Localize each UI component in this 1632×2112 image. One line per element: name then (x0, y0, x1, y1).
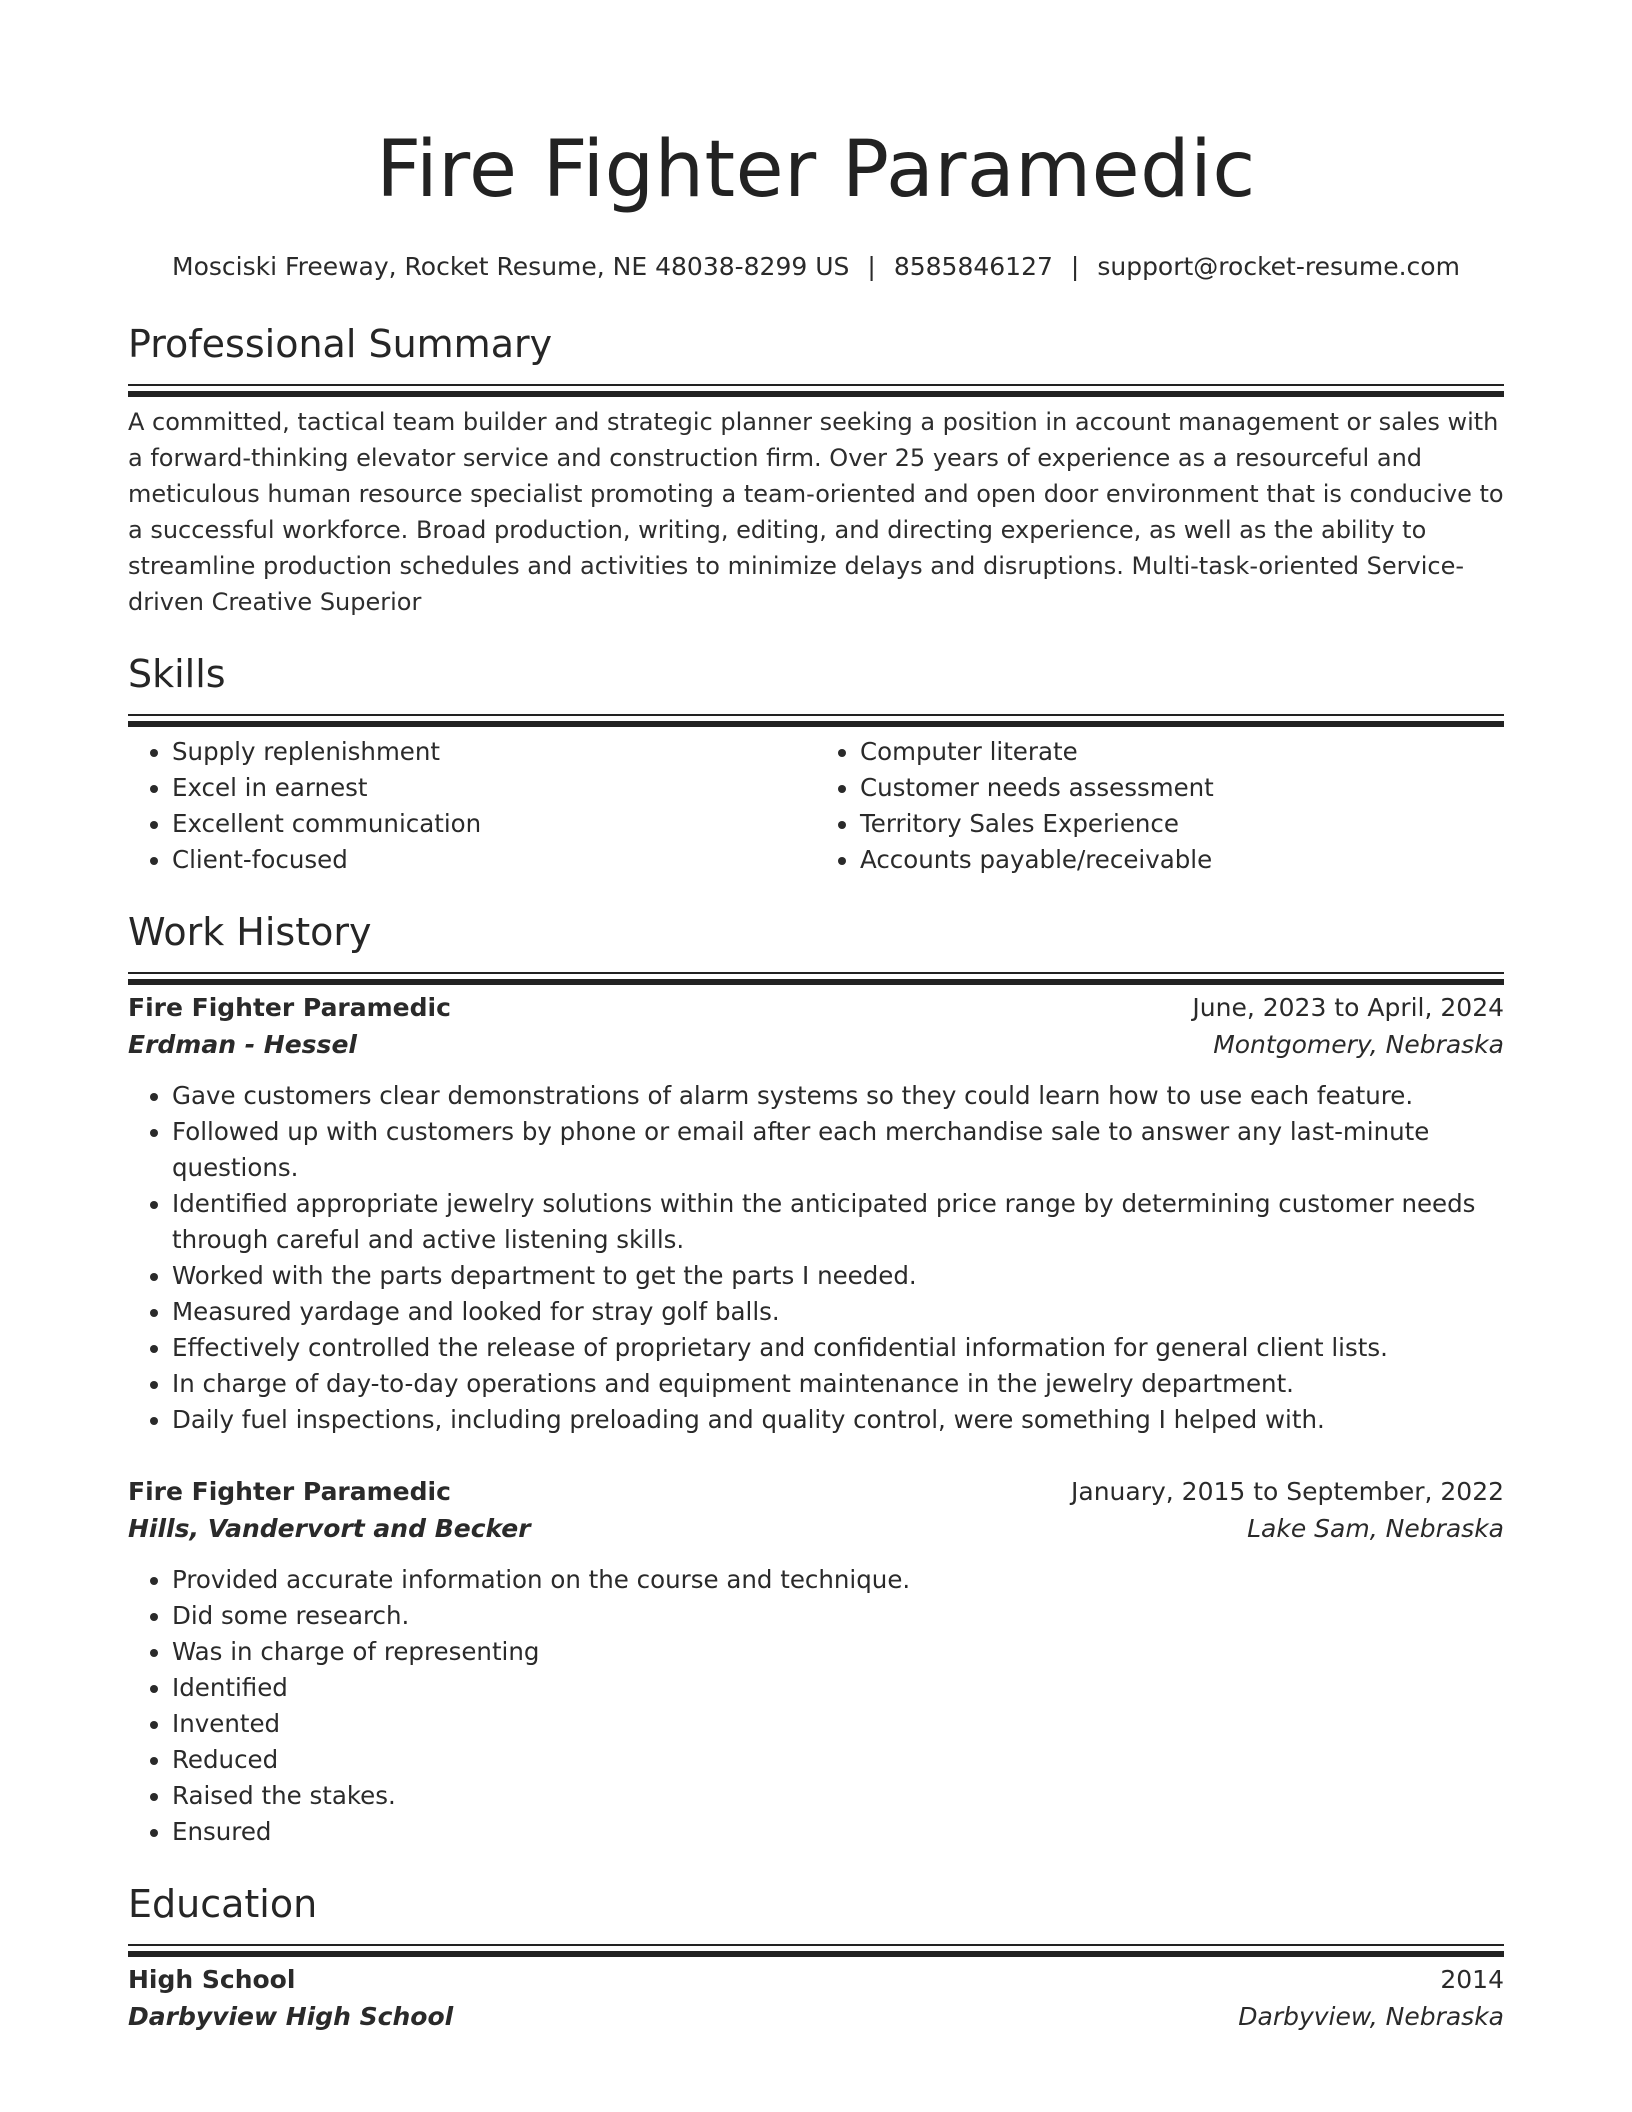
job-bullet: • Invented (172, 1706, 1504, 1742)
job-bullet: • Raised the stakes. (172, 1778, 1504, 1814)
education-section (128, 1878, 1504, 2036)
education-school: Darbyview High School (128, 2002, 454, 2031)
job-bullet: • Gave customers clear demonstrations of alarm systems so they could learn how to use each feature. (172, 1078, 1504, 1114)
job-bullet: • Worked with the parts department to get the parts I needed. (172, 1258, 1504, 1294)
candidate-name: Fire Fighter Paramedic (376, 125, 1256, 215)
job-location: Lake Sam, Nebraska (1247, 1514, 1504, 1543)
contact-address: Mosciski Freeway, Rocket Resume, NE 48038-8299 US (172, 252, 850, 281)
section-divider (128, 1944, 1504, 1946)
summary-text: A committed, tactical team builder and strategic planner seeking a position in account management or sales with a forward-thinking elevator service and construction firm. Over 25 years of experience as a resourceful and meticulous human resource specialist promoting a team-oriented and open door environment that is conducive to a successful workforce. Broad production, writing, editing, and directing experience, as well as the ability to streamline production schedules and activities to minimize delays and disruptions. Multi-task-oriented Service-driven Creative Superior (128, 408, 1504, 616)
job-bullet: • Followed up with customers by phone or email after each merchandise sale to answer any last-minute questions. (172, 1114, 1504, 1186)
skill-item: • Excel in earnest (172, 770, 816, 806)
section-title-work-history: Work History (128, 910, 372, 954)
skills-list-right (816, 734, 1504, 878)
job-bullet: • Did some research. (172, 1598, 1504, 1634)
section-title-summary: Professional Summary (128, 322, 553, 366)
job-bullets (128, 1562, 1504, 1850)
job-entry (128, 1474, 1504, 1850)
job-bullet: • Identified appropriate jewelry solutions within the anticipated price range by determining customer needs through careful and active listening skills. (172, 1186, 1504, 1258)
education-degree: High School (128, 1965, 296, 1994)
contact-separator: | (1070, 252, 1080, 281)
job-bullet: • Identified (172, 1670, 1504, 1706)
work-history-section (128, 906, 1504, 1850)
job-bullet: • In charge of day-to-day operations and equipment maintenance in the jewelry department. (172, 1366, 1504, 1402)
section-title-education: Education (128, 1882, 318, 1926)
summary-section (128, 318, 1504, 620)
skill-item: • Territory Sales Experience (860, 806, 1504, 842)
skill-item: • Supply replenishment (172, 734, 816, 770)
job-bullet: • Provided accurate information on the course and technique. (172, 1562, 1504, 1598)
skills-list-left (128, 734, 816, 878)
skill-item: • Client-focused (172, 842, 816, 878)
section-divider (128, 972, 1504, 974)
job-dates: January, 2015 to September, 2022 (1071, 1477, 1504, 1506)
job-bullet: • Ensured (172, 1814, 1504, 1850)
skill-item: • Computer literate (860, 734, 1504, 770)
job-title: Fire Fighter Paramedic (128, 1477, 451, 1506)
job-entry (128, 990, 1504, 1438)
job-bullet: • Daily fuel inspections, including preloading and quality control, were something I helped with. (172, 1402, 1504, 1438)
contact-email: support@rocket-resume.com (1097, 252, 1460, 281)
job-employer: Hills, Vandervort and Becker (128, 1514, 531, 1543)
job-employer: Erdman - Hessel (128, 1030, 357, 1059)
job-bullet: • Measured yardage and looked for stray golf balls. (172, 1294, 1504, 1330)
contact-separator: | (867, 252, 876, 281)
contact-line (128, 250, 1504, 284)
skills-columns (128, 734, 1504, 878)
job-bullet: • Reduced (172, 1742, 1504, 1778)
section-title-skills: Skills (128, 652, 226, 696)
education-year: 2014 (1440, 1965, 1504, 1994)
job-title: Fire Fighter Paramedic (128, 993, 451, 1022)
skill-item: • Excellent communication (172, 806, 816, 842)
section-divider (128, 384, 1504, 386)
job-bullet: • Was in charge of representing (172, 1634, 1504, 1670)
section-divider (128, 714, 1504, 716)
skills-section (128, 648, 1504, 878)
job-bullets (128, 1078, 1504, 1438)
education-location: Darbyview, Nebraska (1238, 2002, 1504, 2031)
job-bullet: • Effectively controlled the release of proprietary and confidential information for general client lists. (172, 1330, 1504, 1366)
job-dates: June, 2023 to April, 2024 (1192, 993, 1504, 1022)
skill-item: • Customer needs assessment (860, 770, 1504, 806)
contact-phone: 8585846127 (893, 252, 1053, 281)
skill-item: • Accounts payable/receivable (860, 842, 1504, 878)
job-location: Montgomery, Nebraska (1213, 1030, 1504, 1059)
